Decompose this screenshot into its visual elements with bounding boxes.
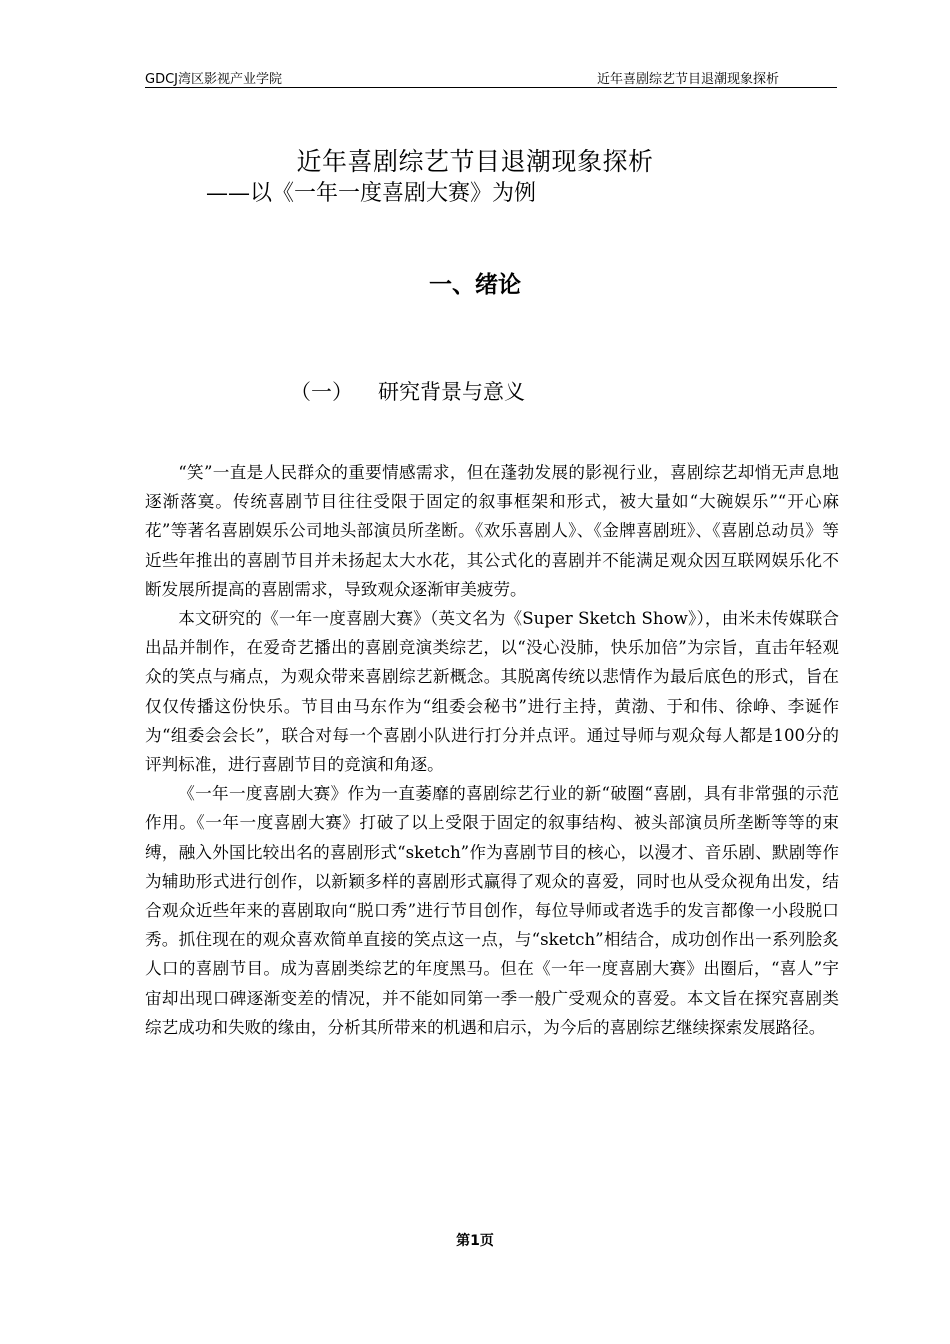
document-title: 近年喜剧综艺节目退潮现象探析: [296, 147, 654, 176]
subsection-heading-background: [290, 376, 525, 406]
page-number: 第1页: [456, 1233, 494, 1249]
section-heading-introduction: 一、绪论: [429, 272, 521, 298]
header-institution: GDCJ湾区影视产业学院: [145, 72, 282, 87]
paragraph-1: “笑”一直是人民群众的重要情感需求，但在蓬勃发展的影视行业，喜剧综艺却悄无声息地逐渐落寞。传统喜剧节目往往受限于固定的叙事框架和形式，被大量如“大碗娱乐”“开心麻花”等著名喜剧娱乐公司地头部演员所垄断。《欢乐喜剧人》、《金牌喜剧班》、《喜剧总动员》等近些年推出的喜剧节目并未扬起太大水花，其公式化的喜剧并不能满足观众因互联网娱乐化不断发展所提高的喜剧需求，导致观众逐渐审美疲劳。: [145, 463, 839, 599]
page-header: [145, 68, 837, 88]
body-text: [145, 458, 839, 1042]
paragraph-2: 本文研究的《一年一度喜剧大赛》（英文名为《Super Sketch Show》），由米未传媒联合出品并制作，在爱奇艺播出的喜剧竞演类综艺，以“没心没肺，快乐加倍”为宗旨，直击年轻观众的笑点与痛点，为观众带来喜剧综艺新概念。其脱离传统以悲情作为最后底色的形式，旨在仅仅传播这份快乐。节目由马东作为“组委会秘书”进行主持，黄渤、于和伟、徐峥、李诞作为“组委会会长”，联合对每一个喜剧小队进行打分并点评。通过导师与观众每人都是100分的评判标准，进行喜剧节目的竞演和角逐。: [145, 609, 839, 775]
subsection-title: 研究背景与意义: [378, 380, 525, 404]
subsection-number: （一）: [290, 380, 353, 404]
header-doc-title: 近年喜剧综艺节目退潮现象探析: [596, 72, 779, 87]
document-subtitle: ——以《一年一度喜剧大赛》为例: [206, 181, 537, 206]
paragraph-3: 《一年一度喜剧大赛》作为一直萎靡的喜剧综艺行业的新“破圈“喜剧，具有非常强的示范作用。《一年一度喜剧大赛》打破了以上受限于固定的叙事结构、被头部演员所垄断等等的束缚，融入外国比较出名的喜剧形式“sketch”作为喜剧节目的核心，以漫才、音乐剧、默剧等作为辅助形式进行创作，以新颖多样的喜剧形式赢得了观众的喜爱，同时也从受众视角出发，结合观众近些年来的喜剧取向“脱口秀”进行节目创作，每位导师或者选手的发言都像一小段脱口秀。抓住现在的观众喜欢简单直接的笑点这一点，与“sketch”相结合，成功创作出一系列脍炙人口的喜剧节目。成为喜剧类综艺的年度黑马。但在《一年一度喜剧大赛》出圈后，“喜人”宇宙却出现口碑逐渐变差的情况，并不能如同第一季一般广受观众的喜爱。本文旨在探究喜剧类综艺成功和失败的缘由，分析其所带来的机遇和启示，为今后的喜剧综艺继续探索发展路径。: [145, 784, 839, 1037]
